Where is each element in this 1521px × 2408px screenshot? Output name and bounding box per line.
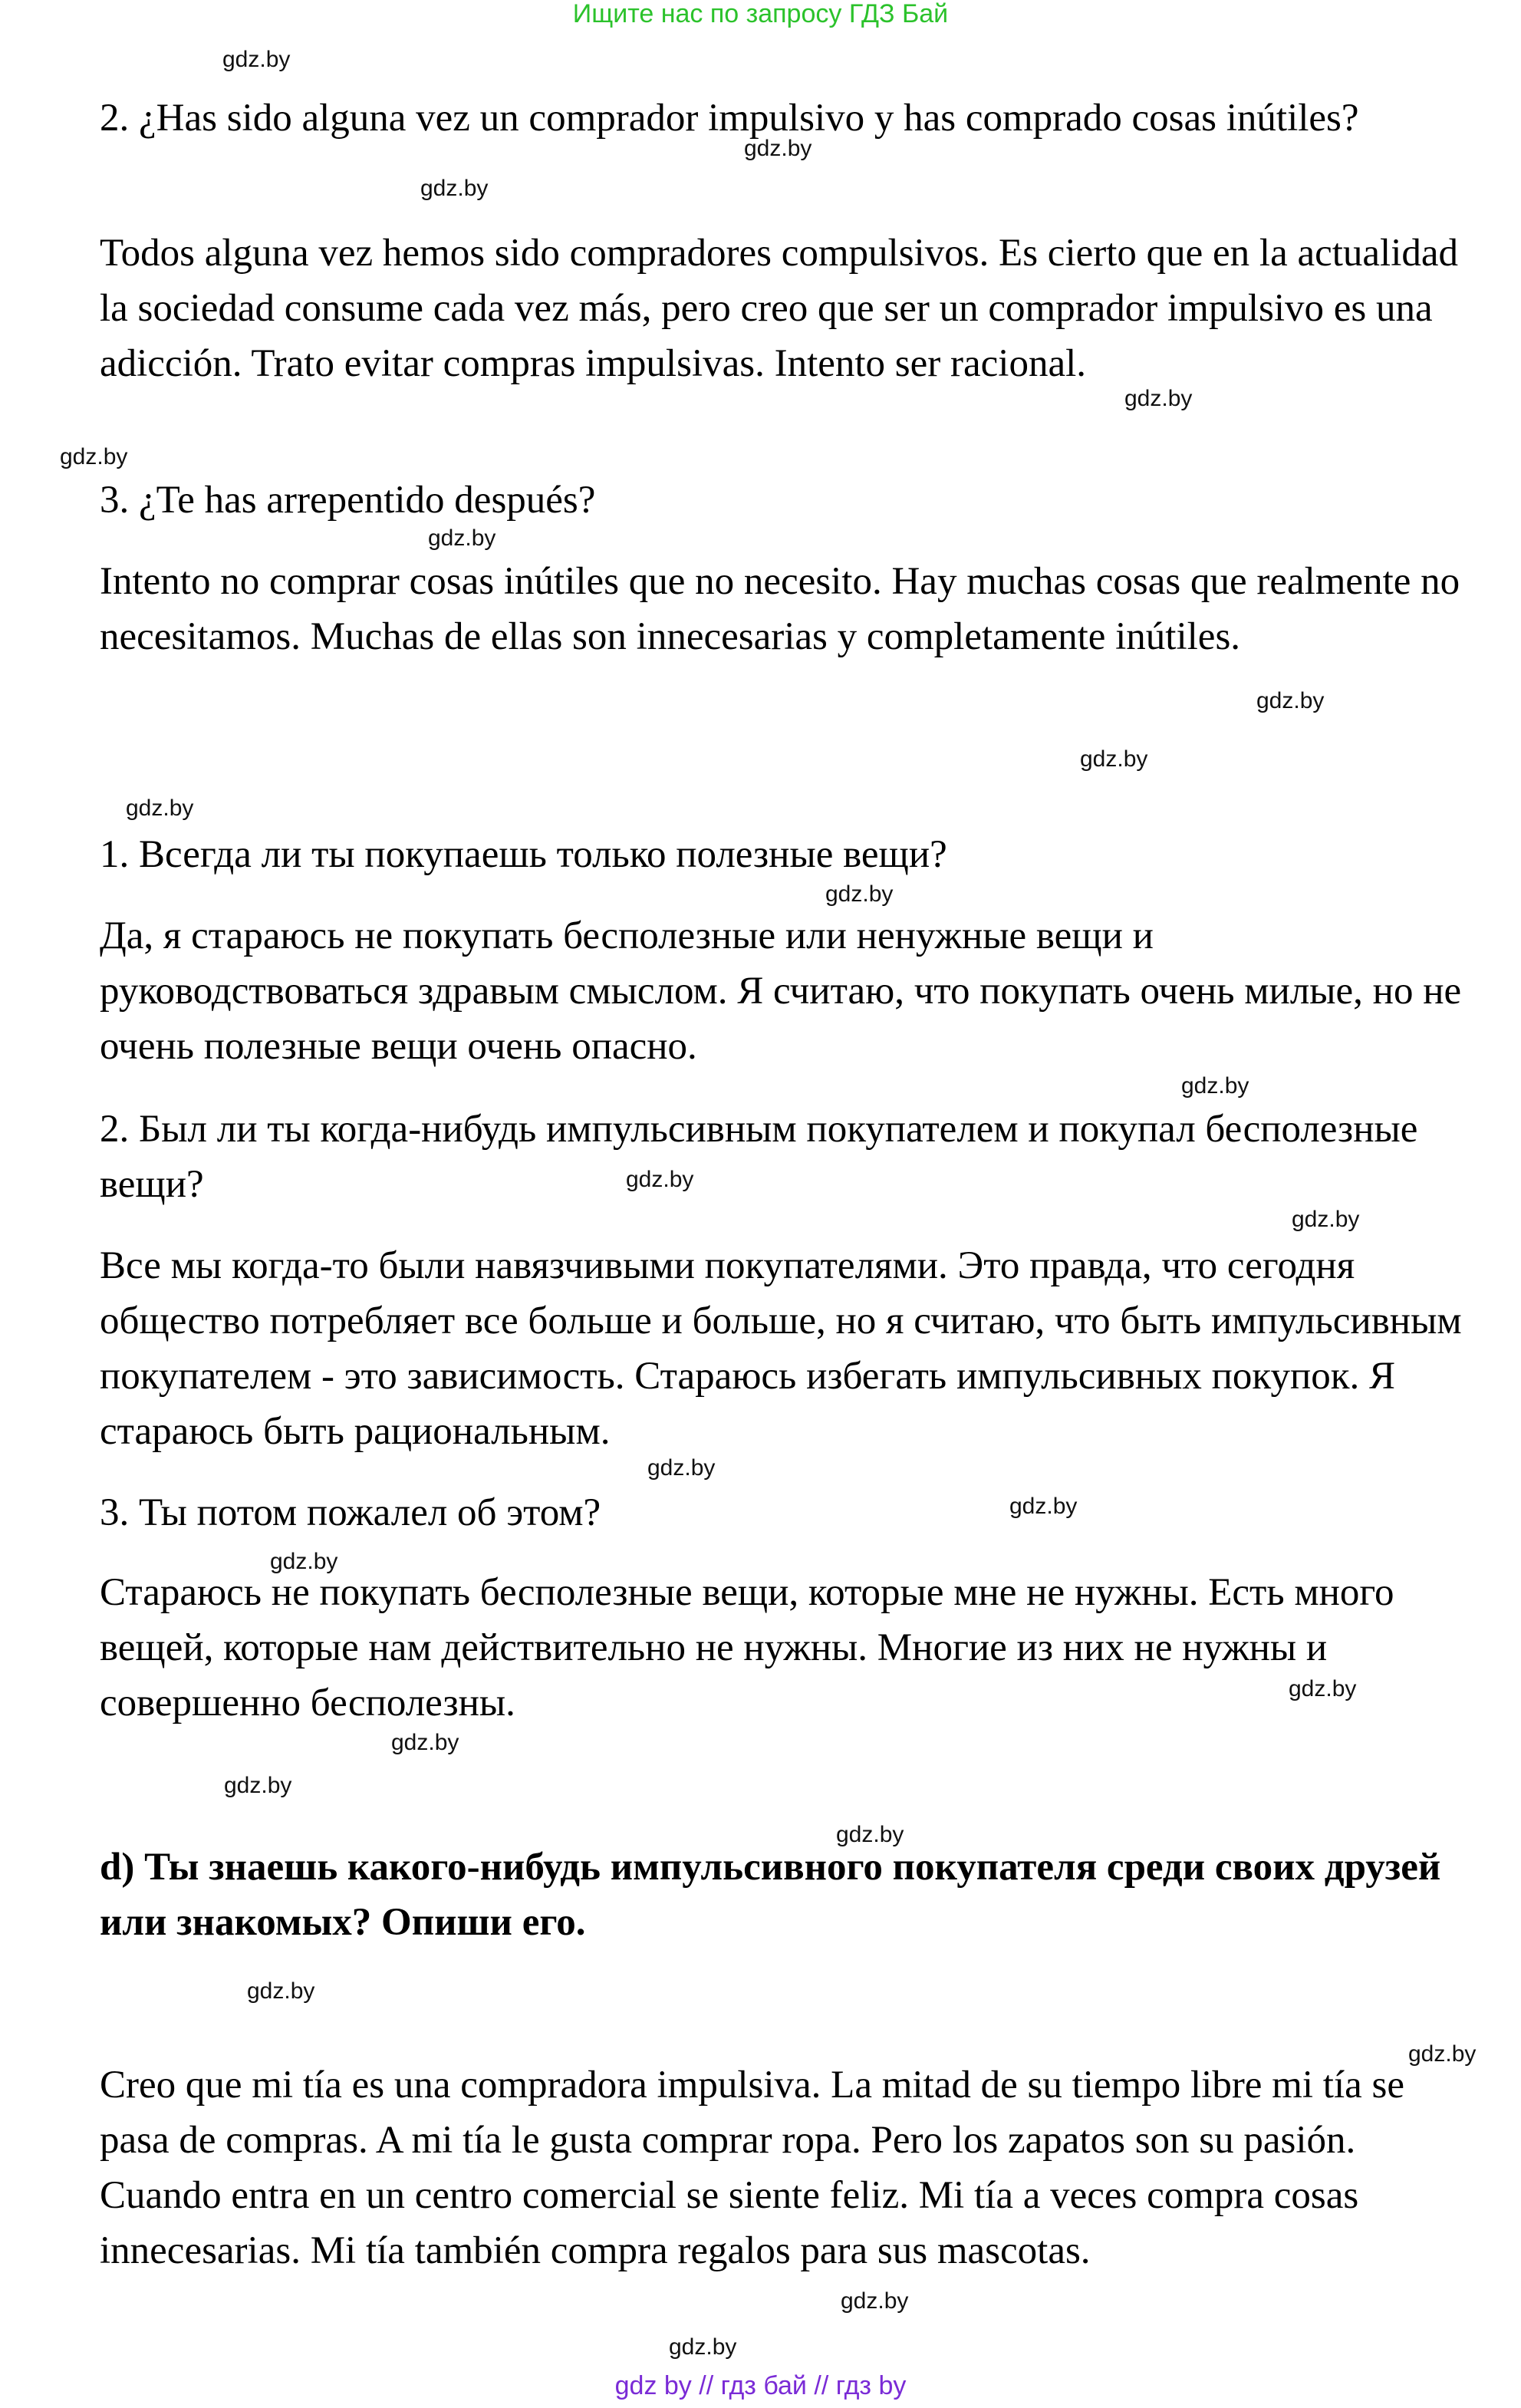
ru-question-2: 2. Был ли ты когда-нибудь импульсивным покупателем и покупал бесполезные вещи? bbox=[100, 1108, 1418, 1206]
watermark: gdz.by bbox=[1292, 1207, 1360, 1232]
watermark: gdz.by bbox=[420, 176, 489, 201]
watermark: gdz.by bbox=[825, 881, 894, 907]
watermark: gdz.by bbox=[247, 1978, 315, 2004]
ru-answer-3: Стараюсь не покупать бесполезные вещи, которые мне не нужны. Есть много вещей, которые нам действительно не нужны. Многие из них не нужны и совершенно бесполезны. bbox=[100, 1571, 1394, 1724]
ru-question-1: 1. Всегда ли ты покупаешь только полезные вещи? bbox=[100, 833, 947, 876]
watermark: gdz.by bbox=[647, 1455, 716, 1481]
task-d-answer: Creo que mi tía es una compradora impulsiva. La mitad de su tiempo libre mi tía se pasa de compras. A mi tía le gusta comprar ropa. Pero los zapatos son su pasión. Cuando entra en un centro comercial se siente feliz. Mi tía a veces compra cosas innecesarias. Mi tía también compra regalos para sus mascotas. bbox=[100, 2064, 1404, 2272]
watermark: gdz.by bbox=[1080, 746, 1148, 772]
watermark: gdz.by bbox=[744, 136, 812, 161]
watermark: gdz.by bbox=[428, 525, 496, 551]
es-question-3: 3. ¿Te has arrepentido después? bbox=[100, 479, 596, 522]
ru-question-3: 3. Ты потом пожалел об этом? bbox=[100, 1491, 601, 1534]
watermark: gdz.by bbox=[626, 1167, 694, 1192]
watermark: gdz.by bbox=[1408, 2041, 1477, 2067]
watermark: gdz.by bbox=[391, 1730, 459, 1755]
watermark: gdz.by bbox=[224, 1773, 292, 1798]
watermark: gdz.by bbox=[1009, 1494, 1078, 1519]
watermark: gdz.by bbox=[1256, 688, 1325, 713]
es-answer-2: Todos alguna vez hemos sido compradores compulsivos. Es cierto que en la actualidad la sociedad consume cada vez más, pero creo que ser un comprador impulsivo es una adicción. Trato evitar compras impulsivas. Intento ser racional. bbox=[100, 232, 1459, 385]
ru-answer-1: Да, я стараюсь не покупать бесполезные или ненужные вещи и руководствоваться здравым смыслом. Я считаю, что покупать очень милые, но не очень полезные вещи очень опасно. bbox=[100, 914, 1462, 1068]
watermark: gdz.by bbox=[270, 1549, 338, 1574]
watermark: gdz.by bbox=[60, 444, 128, 469]
watermark: gdz.by bbox=[1181, 1073, 1249, 1099]
watermark: gdz.by bbox=[669, 2334, 737, 2360]
task-d-heading: d) Ты знаешь какого-нибудь импульсивного покупателя среди своих друзей или знакомых? Опиши его. bbox=[100, 1846, 1441, 1944]
watermark: gdz.by bbox=[126, 796, 194, 821]
watermark: gdz.by bbox=[841, 2288, 909, 2314]
watermark: gdz.by bbox=[836, 1822, 904, 1847]
watermark: gdz.by bbox=[222, 47, 291, 72]
es-question-2: 2. ¿Has sido alguna vez un comprador impulsivo y has comprado cosas inútiles? bbox=[100, 97, 1359, 140]
footer-links[interactable]: gdz by // гдз бай // гдз by bbox=[614, 2371, 907, 2400]
ru-answer-2: Все мы когда-то были навязчивыми покупателями. Это правда, что сегодня общество потребляет все больше и больше, но я считаю, что быть импульсивным покупателем - это зависимость. Стараюсь избегать импульсивных покупок. Я стараюсь быть рациональным. bbox=[100, 1244, 1462, 1453]
es-answer-3: Intento no comprar cosas inútiles que no necesito. Hay muchas cosas que realmente no necesitamos. Muchas de ellas son innecesarias y completamente inútiles. bbox=[100, 560, 1460, 658]
watermark: gdz.by bbox=[1124, 386, 1193, 411]
top-banner[interactable]: Ищите нас по запросу ГДЗ Бай bbox=[572, 0, 949, 28]
watermark: gdz.by bbox=[1289, 1676, 1357, 1701]
